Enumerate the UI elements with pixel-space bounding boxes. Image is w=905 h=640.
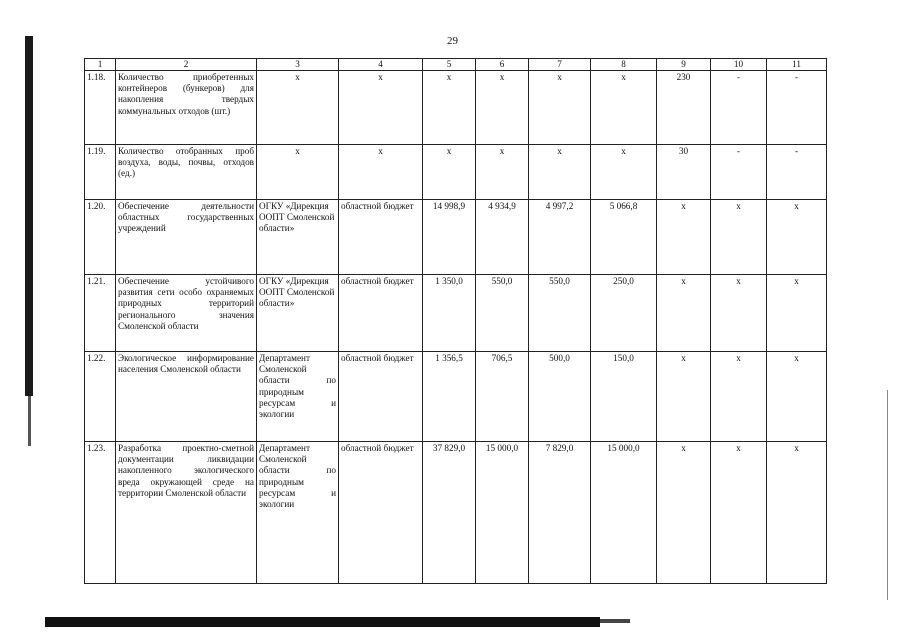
column-header: 9 — [657, 59, 711, 71]
year1-amount: 550,0 — [476, 275, 529, 352]
scan-bottom-edge-mark — [45, 617, 600, 627]
column-header: 5 — [423, 59, 476, 71]
year2-amount: х — [529, 145, 591, 200]
table-row — [85, 71, 827, 145]
indicator-year3: - — [767, 145, 827, 200]
year3-amount: 5 066,8 — [591, 200, 657, 275]
column-header: 10 — [711, 59, 767, 71]
column-header: 3 — [257, 59, 339, 71]
indicator-year2: х — [711, 275, 767, 352]
year1-amount: 706,5 — [476, 352, 529, 442]
year2-amount: 550,0 — [529, 275, 591, 352]
year1-amount: х — [476, 71, 529, 145]
row-number: 1.22. — [85, 352, 116, 442]
activity-name: Экологическое информирование населения Смоленской области — [116, 352, 257, 442]
indicator-year3: х — [767, 442, 827, 584]
indicator-year1: х — [657, 275, 711, 352]
year3-amount: 15 000,0 — [591, 442, 657, 584]
indicator-year1: х — [657, 442, 711, 584]
column-header: 4 — [339, 59, 423, 71]
column-header: 2 — [116, 59, 257, 71]
column-header: 1 — [85, 59, 116, 71]
indicator-year2: х — [711, 352, 767, 442]
funding-source: областной бюджет — [339, 352, 423, 442]
row-number: 1.18. — [85, 71, 116, 145]
executor: х — [257, 145, 339, 200]
row-number: 1.20. — [85, 200, 116, 275]
indicator-year3: - — [767, 71, 827, 145]
table-row — [85, 200, 827, 275]
scan-left-edge-mark-2 — [28, 396, 31, 446]
indicator-year2: х — [711, 442, 767, 584]
row-number: 1.21. — [85, 275, 116, 352]
executor: ОГКУ «Дирекция ООПТ Смоленской области» — [257, 275, 339, 352]
indicator-year2: х — [711, 200, 767, 275]
page-number: 29 — [447, 35, 458, 47]
executor: Департамент Смоленской области по природным ресурсам и экологии — [257, 442, 339, 584]
year1-amount: 4 934,9 — [476, 200, 529, 275]
scan-right-edge-mark — [887, 390, 888, 600]
column-header: 7 — [529, 59, 591, 71]
year1-amount: 15 000,0 — [476, 442, 529, 584]
indicator-year1: 30 — [657, 145, 711, 200]
indicator-year1: х — [657, 200, 711, 275]
table-row — [85, 145, 827, 200]
year2-amount: 4 997,2 — [529, 200, 591, 275]
executor: Департамент Смоленской области по природным ресурсам и экологии — [257, 352, 339, 442]
total-amount: 1 356,5 — [423, 352, 476, 442]
total-amount: 14 998,9 — [423, 200, 476, 275]
activity-name: Разработка проектно-сметной документации ликвидации накопленного экологического вреда окружающей среде на территории Смоленской области — [116, 442, 257, 584]
activity-name: Обеспечение деятельности областных государственных учреждений — [116, 200, 257, 275]
executor: х — [257, 71, 339, 145]
funding-source: х — [339, 145, 423, 200]
program-table — [84, 58, 827, 584]
indicator-year3: х — [767, 200, 827, 275]
table-row — [85, 442, 827, 584]
activity-name: Количество отобранных проб воздуха, воды, почвы, отходов (ед.) — [116, 145, 257, 200]
year3-amount: 150,0 — [591, 352, 657, 442]
row-number: 1.19. — [85, 145, 116, 200]
table-header-row — [85, 59, 827, 71]
column-header: 6 — [476, 59, 529, 71]
column-header: 11 — [767, 59, 827, 71]
indicator-year1: 230 — [657, 71, 711, 145]
total-amount: 1 350,0 — [423, 275, 476, 352]
executor: ОГКУ «Дирекция ООПТ Смоленской области» — [257, 200, 339, 275]
table-row — [85, 352, 827, 442]
row-number: 1.23. — [85, 442, 116, 584]
scan-bottom-edge-mark-2 — [600, 619, 630, 623]
year3-amount: х — [591, 71, 657, 145]
indicator-year3: х — [767, 275, 827, 352]
year3-amount: 250,0 — [591, 275, 657, 352]
funding-source: областной бюджет — [339, 442, 423, 584]
year2-amount: 7 829,0 — [529, 442, 591, 584]
indicator-year1: х — [657, 352, 711, 442]
total-amount: х — [423, 145, 476, 200]
table-row — [85, 275, 827, 352]
indicator-year2: - — [711, 145, 767, 200]
year3-amount: х — [591, 145, 657, 200]
year1-amount: х — [476, 145, 529, 200]
column-header: 8 — [591, 59, 657, 71]
activity-name: Количество приобретенных контейнеров (бункеров) для накопления твердых коммунальных отходов (шт.) — [116, 71, 257, 145]
funding-source: областной бюджет — [339, 275, 423, 352]
year2-amount: х — [529, 71, 591, 145]
indicator-year2: - — [711, 71, 767, 145]
total-amount: х — [423, 71, 476, 145]
funding-source: областной бюджет — [339, 200, 423, 275]
activity-name: Обеспечение устойчивого развития сети особо охраняемых природных территорий регионального значения Смоленской области — [116, 275, 257, 352]
year2-amount: 500,0 — [529, 352, 591, 442]
scan-left-edge-mark — [25, 36, 33, 396]
indicator-year3: х — [767, 352, 827, 442]
funding-source: х — [339, 71, 423, 145]
total-amount: 37 829,0 — [423, 442, 476, 584]
